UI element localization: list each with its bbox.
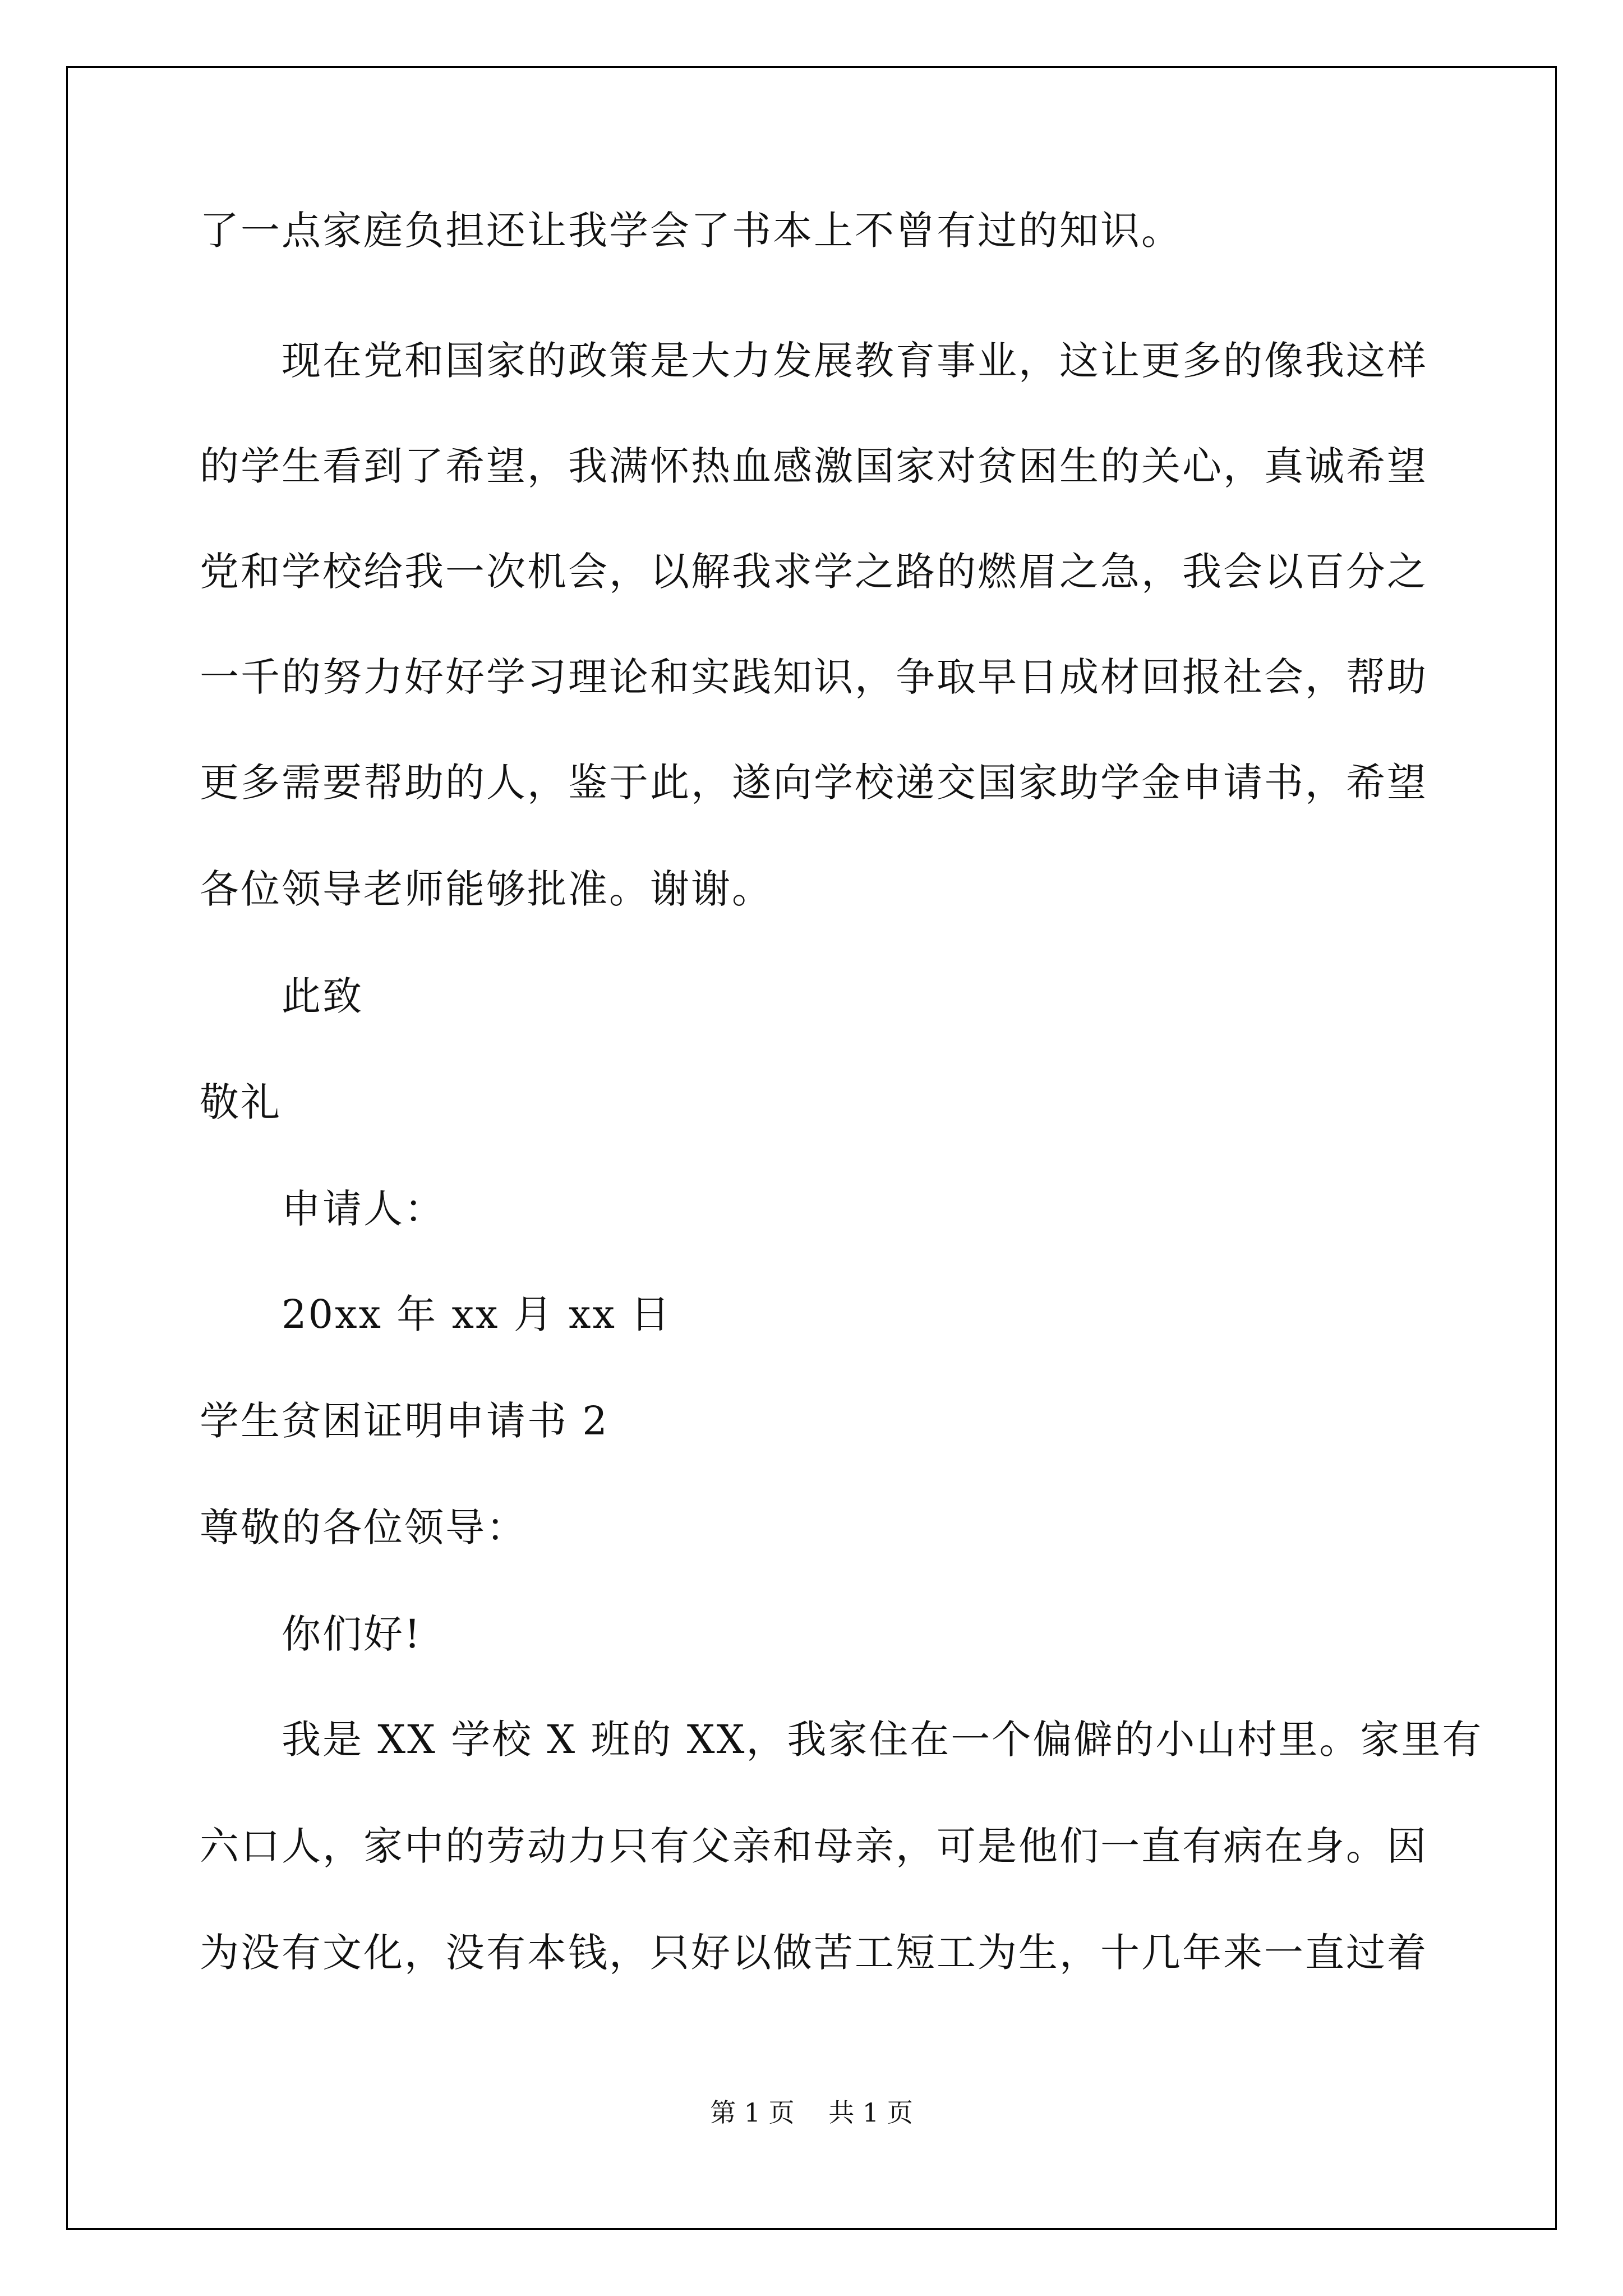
date-line: 20xx 年 xx 月 xx 日 xyxy=(200,1291,672,1337)
applicant-label: 申请人： xyxy=(200,1186,445,1232)
salutation: 尊敬的各位领导： xyxy=(200,1504,527,1550)
body-text-line: 六口人，家中的劳动力只有父亲和母亲，可是他们一直有病在身。因 xyxy=(200,1823,1428,1869)
body-text-line: 党和学校给我一次机会，以解我求学之路的燃眉之急，我会以百分之 xyxy=(200,549,1428,595)
body-text-line: 了一点家庭负担还让我学会了书本上不曾有过的知识。 xyxy=(200,208,1182,254)
greeting: 你们好! xyxy=(200,1611,422,1657)
body-text-line: 为没有文化，没有本钱，只好以做苦工短工为生，十几年来一直过着 xyxy=(200,1930,1428,1976)
body-text-line: 各位领导老师能够批准。谢谢。 xyxy=(200,866,773,912)
body-text-line: 现在党和国家的政策是大力发展教育事业，这让更多的像我这样 xyxy=(200,338,1428,384)
closing-respects: 敬礼 xyxy=(200,1079,282,1125)
page-frame xyxy=(66,66,1557,2230)
body-text-line: 一千的努力好好学习理论和实践知识，争取早日成材回报社会，帮助 xyxy=(200,654,1428,700)
body-text-line: 我是 XX 学校 X 班的 XX，我家住在一个偏僻的小山村里。家里有 xyxy=(200,1717,1483,1763)
section-heading: 学生贫困证明申请书 2 xyxy=(200,1398,609,1444)
body-text-line: 更多需要帮助的人，鉴于此，遂向学校递交国家助学金申请书，希望 xyxy=(200,760,1428,806)
closing-salutation: 此致 xyxy=(200,973,363,1019)
body-text-line: 的学生看到了希望，我满怀热血感激国家对贫困生的关心，真诚希望 xyxy=(200,443,1428,489)
page-number-footer: 第 1 页 共 1 页 xyxy=(710,2097,913,2128)
